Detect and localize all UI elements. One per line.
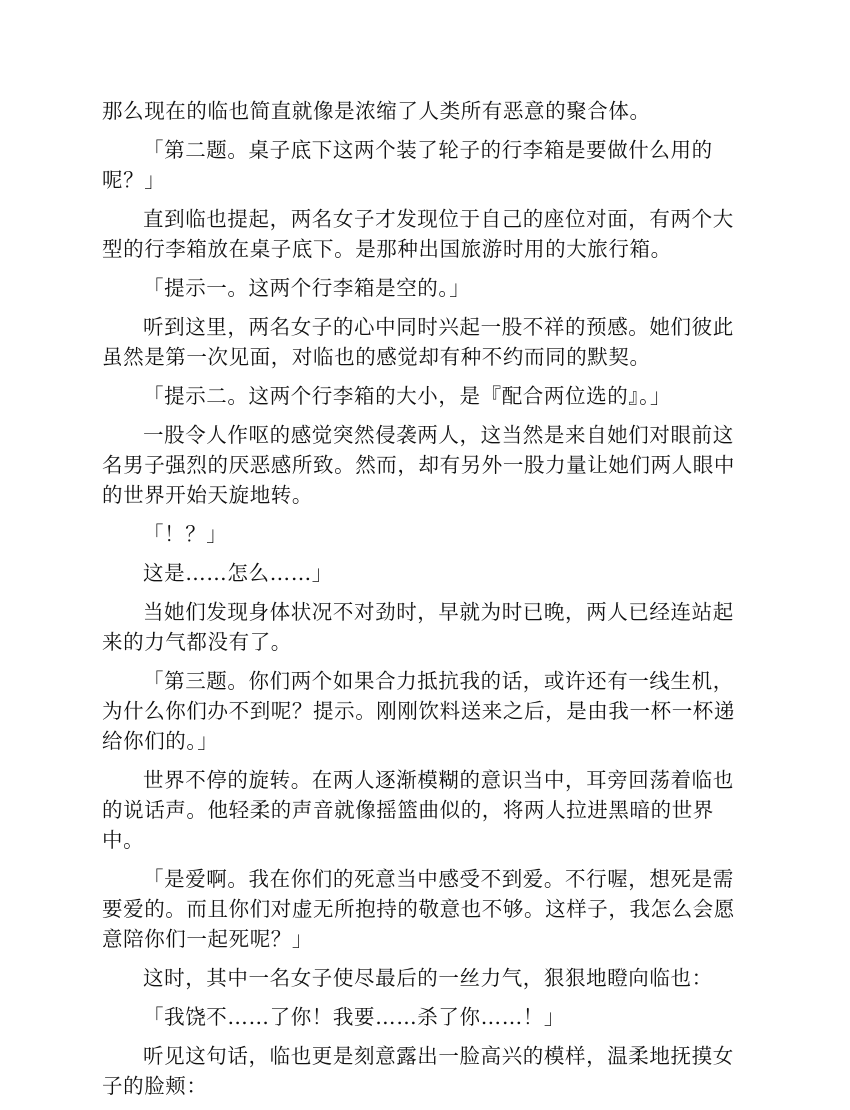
paragraph-13: 「是爱啊。我在你们的死意当中感受不到爱。不行喔，想死是需要爱的。而且你们对虚无所抱持的敬意也不够。这样子，我怎么会愿意陪你们一起死呢？」 [102,867,735,951]
paragraph-1: 那么现在的临也简直就像是浓缩了人类所有恶意的聚合体。 [102,99,651,123]
paragraph-6: 「提示二。这两个行李箱的大小，是『配合两位选的』。」 [143,384,672,408]
paragraph-4: 「提示一。这两个行李箱是空的。」 [143,276,471,300]
paragraph-15: 「我饶不……了你！我要……杀了你……！」 [143,1005,565,1029]
paragraph-2: 「第二题。桌子底下这两个装了轮子的行李箱是要做什么用的呢？」 [102,138,713,192]
paragraph-12: 世界不停的旋转。在两人逐渐模糊的意识当中，耳旁回荡着临也的说话声。他轻柔的声音就像摇篮曲似的，将两人拉进黑暗的世界中。 [102,768,734,852]
paragraph-8: 「！？」 [143,522,228,546]
paragraph-9: 这是……怎么……」 [143,561,333,585]
paragraph-16: 听见这句话，临也更是刻意露出一脸高兴的模样，温柔地抚摸女子的脸颊： [102,1044,734,1098]
paragraph-10: 当她们发现身体状况不对劲时，早就为时已晚，两人已经连站起来的力气都没有了。 [102,600,734,654]
document-body [102,96,750,1110]
paragraph-14: 这时，其中一名女子使尽最后的一丝力气，狠狠地瞪向临也： [143,966,713,990]
paragraph-11: 「第三题。你们两个如果合力抵抗我的话，或许还有一线生机，为什么你们办不到呢？提示。刚刚饮料送来之后，是由我一杯一杯递给你们的。」 [102,669,735,753]
paragraph-5: 听到这里，两名女子的心中同时兴起一股不祥的预感。她们彼此虽然是第一次见面，对临也的感觉却有种不约而同的默契。 [102,315,734,369]
paragraph-7: 一股令人作呕的感觉突然侵袭两人，这当然是来自她们对眼前这名男子强烈的厌恶感所致。然而，却有另外一股力量让她们两人眼中的世界开始天旋地转。 [102,423,735,507]
paragraph-3: 直到临也提起，两名女子才发现位于自己的座位对面，有两个大型的行李箱放在桌子底下。是那种出国旅游时用的大旅行箱。 [102,207,734,261]
